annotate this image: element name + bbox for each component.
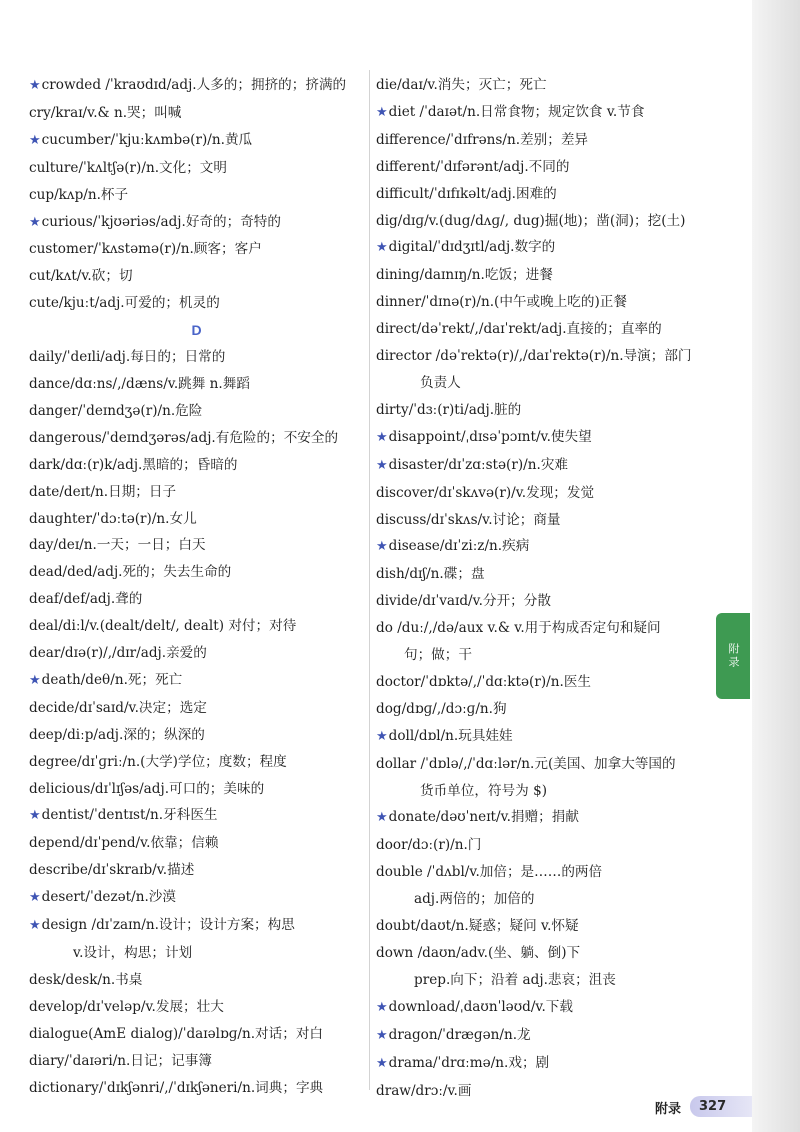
entry-text: dangerous/ˈdeɪndʒərəs/adj.有危险的；不安全的 [29, 429, 339, 446]
dictionary-entry [29, 479, 364, 506]
entry-text: customer/ˈkʌstəmə(r)/n.顾客；客户 [29, 241, 262, 258]
entry-text: dentist/ˈdentɪst/n.牙科医生 [41, 807, 218, 824]
entry-text: doubt/daʊt/n.疑惑；疑问 v.怀疑 [376, 918, 579, 935]
entry-text: deal/diːl/v.(dealt/delt/, dealt) 对付；对待 [29, 618, 297, 635]
dictionary-entry [29, 640, 364, 667]
dictionary-entry [29, 912, 364, 940]
dictionary-entry [29, 127, 364, 155]
star-icon: ★ [376, 240, 388, 256]
dictionary-entry [29, 802, 364, 830]
entry-text: cup/kʌp/n.杯子 [29, 186, 129, 203]
entry-continuation [376, 886, 711, 913]
star-icon: ★ [376, 728, 388, 744]
star-icon: ★ [376, 810, 388, 826]
entry-text: double /ˈdʌbl/v.加倍；是……的两倍 [376, 864, 603, 881]
entry-text: crowded /ˈkraʊdɪd/adj.人多的；拥挤的；挤满的 [41, 77, 347, 93]
entry-text: dead/ded/adj.死的；失去生命的 [29, 564, 232, 581]
entry-text: doll/dɒl/n.玩具娃娃 [388, 727, 513, 744]
dictionary-entry [376, 1050, 711, 1078]
entry-text: dig/dɪɡ/v.(dug/dʌɡ/, dug)掘(地)；凿(洞)；挖(土) [376, 212, 686, 229]
left-column [29, 72, 364, 1101]
page-number: 327 [690, 1096, 752, 1117]
entry-text: develop/dɪˈveləp/v.发展；壮大 [29, 998, 224, 1015]
entry-text: drama/ˈdrɑːmə/n.戏；剧 [388, 1054, 550, 1071]
entry-text: design /dɪˈzaɪn/n.设计；设计方案；构思 [41, 917, 295, 934]
entry-text: desert/ˈdezət/n.沙漠 [41, 889, 176, 906]
entry-text: difficult/ˈdɪfɪkəlt/adj.困难的 [376, 185, 557, 202]
dictionary-entry [376, 208, 711, 235]
dictionary-entry [376, 154, 711, 181]
entry-continuation [29, 940, 364, 967]
entry-text: direct/dəˈrekt/,/daɪˈrekt/adj.直接的；直率的 [376, 321, 662, 338]
entry-text: dining/daɪnɪŋ/n.吃饭；进餐 [376, 267, 553, 284]
entry-text: v.设计，构思；计划 [73, 945, 193, 961]
dictionary-entry [29, 155, 364, 182]
entry-text: delicious/dɪˈlɪʃəs/adj.可口的；美味的 [29, 780, 265, 797]
entry-text: do /duː/,/də/aux v.& v.用于构成否定句和疑问 [376, 620, 661, 637]
entry-text: 货币单位，符号为 $) [420, 782, 548, 799]
dictionary-entry [376, 289, 711, 316]
entry-text: diet /ˈdaɪət/n.日常食物；规定饮食 v.节食 [388, 103, 645, 120]
dictionary-entry [376, 234, 711, 262]
dictionary-entry [29, 425, 364, 452]
dictionary-entry [376, 480, 711, 507]
dictionary-entry [29, 722, 364, 749]
footer-section-label: 附录 [655, 1102, 682, 1117]
dictionary-entry [29, 236, 364, 263]
dictionary-entry [376, 723, 711, 751]
dictionary-entry [376, 452, 711, 480]
entry-text: 句；做；干 [404, 647, 472, 664]
entry-text: disease/dɪˈziːz/n.疾病 [388, 538, 530, 555]
dictionary-entry [376, 615, 711, 642]
entry-text: date/deɪt/n.日期；日子 [29, 483, 177, 500]
entry-text: danger/ˈdeɪndʒə(r)/n.危险 [29, 402, 203, 419]
dictionary-entry [376, 588, 711, 615]
dictionary-entry [376, 72, 711, 99]
entry-text: culture/ˈkʌltʃə(r)/n.文化；文明 [29, 159, 227, 176]
entry-continuation [376, 967, 711, 994]
entry-text: dictionary/ˈdɪkʃənri/,/ˈdɪkʃəneri/n.词典；字典 [29, 1079, 324, 1096]
entry-text: discover/dɪˈskʌvə(r)/v.发现；发觉 [376, 484, 595, 501]
dictionary-entry [376, 669, 711, 696]
entry-text: digital/ˈdɪdʒɪtl/adj.数字的 [388, 239, 556, 256]
star-icon: ★ [29, 132, 41, 148]
entry-text: donate/dəʊˈneɪt/v.捐赠；捐献 [388, 809, 579, 826]
star-icon: ★ [29, 890, 41, 906]
dictionary-entry [29, 344, 364, 371]
dictionary-entry [29, 1075, 364, 1102]
dictionary-entry [29, 857, 364, 884]
dictionary-entry [29, 290, 364, 317]
dictionary-entry [29, 506, 364, 533]
entry-text: adj.两倍的；加倍的 [414, 891, 535, 908]
dictionary-entry [29, 613, 364, 640]
dictionary-entry [29, 776, 364, 803]
dictionary-entry [376, 99, 711, 127]
entry-text: death/deθ/n.死；死亡 [41, 671, 183, 688]
entry-text: dish/dɪʃ/n.碟；盘 [376, 566, 485, 583]
dictionary-entry [29, 830, 364, 857]
dictionary-entry [29, 586, 364, 613]
right-column [376, 72, 711, 1104]
page-edge-shadow [752, 0, 800, 1132]
dictionary-entry [29, 209, 364, 237]
entry-text: diary/ˈdaɪəri/n.日记；记事簿 [29, 1052, 212, 1069]
entry-text: dirty/ˈdɜː(r)ti/adj.脏的 [376, 401, 522, 418]
dictionary-entry [376, 696, 711, 723]
star-icon: ★ [376, 457, 388, 473]
dictionary-entry [376, 859, 711, 886]
entry-text: draw/drɔː/v.画 [376, 1082, 472, 1099]
column-divider [369, 70, 370, 1090]
star-icon: ★ [376, 539, 388, 555]
star-icon: ★ [376, 1027, 388, 1043]
dictionary-entry [376, 994, 711, 1022]
dictionary-entry [376, 343, 711, 370]
entry-text: difference/ˈdɪfrəns/n.差别；差异 [376, 131, 589, 148]
entry-text: decide/dɪˈsaɪd/v.决定；选定 [29, 699, 207, 716]
entry-text: divide/dɪˈvaɪd/v.分开；分散 [376, 593, 551, 610]
entry-text: door/dɔː(r)/n.门 [376, 837, 482, 854]
entry-text: prep.向下；沿着 adj.悲哀；沮丧 [414, 971, 616, 988]
dictionary-entry [376, 316, 711, 343]
dictionary-entry [376, 262, 711, 289]
dictionary-entry [29, 749, 364, 776]
dictionary-entry [29, 100, 364, 127]
dictionary-entry [376, 751, 711, 778]
dictionary-entry [376, 913, 711, 940]
entry-text: daughter/ˈdɔːtə(r)/n.女儿 [29, 510, 197, 527]
entry-text: dance/dɑːns/,/dæns/v.跳舞 n.舞蹈 [29, 375, 250, 392]
entry-text: 负责人 [420, 374, 461, 391]
dictionary-entry [376, 1022, 711, 1050]
dictionary-entry [376, 804, 711, 832]
entry-text: dog/dɒɡ/,/dɔːɡ/n.狗 [376, 700, 507, 717]
entry-text: disappoint/ˌdɪsəˈpɔɪnt/v.使失望 [388, 428, 592, 445]
dictionary-entry [29, 398, 364, 425]
entry-text: cry/kraɪ/v.& n.哭；叫喊 [29, 104, 182, 121]
star-icon: ★ [376, 999, 388, 1015]
appendix-side-tab[interactable]: 附录 [716, 613, 750, 699]
star-icon: ★ [29, 672, 41, 688]
dictionary-entry [29, 72, 364, 100]
dictionary-entry [29, 182, 364, 209]
entry-text: dinner/ˈdɪnə(r)/n.(中午或晚上吃的)正餐 [376, 294, 627, 311]
entry-continuation [376, 642, 711, 669]
star-icon: ★ [376, 429, 388, 445]
section-letter: D [191, 322, 202, 339]
star-icon: ★ [29, 78, 41, 93]
dictionary-entry [29, 263, 364, 290]
dictionary-entry [29, 695, 364, 722]
dictionary-entry [29, 884, 364, 912]
star-icon: ★ [376, 1055, 388, 1071]
entry-text: describe/dɪˈskraɪb/v.描述 [29, 862, 195, 879]
entry-text: desk/desk/n.书桌 [29, 971, 143, 988]
dictionary-entry [376, 127, 711, 154]
dictionary-entry [29, 1021, 364, 1048]
entry-text: cute/kjuːt/adj.可爱的；机灵的 [29, 295, 220, 312]
entry-text: discuss/dɪˈskʌs/v.讨论；商量 [376, 511, 561, 528]
entry-text: cucumber/ˈkjuːkʌmbə(r)/n.黄瓜 [41, 131, 253, 148]
dictionary-entry [29, 967, 364, 994]
dictionary-entry [376, 533, 711, 561]
entry-text: disaster/dɪˈzɑːstə(r)/n.灾难 [388, 456, 569, 473]
star-icon: ★ [376, 104, 388, 120]
dictionary-entry [376, 181, 711, 208]
entry-text: depend/dɪˈpend/v.依靠；信赖 [29, 835, 219, 852]
entry-text: dark/dɑː(r)k/adj.黑暗的；昏暗的 [29, 456, 238, 473]
dictionary-entry [29, 452, 364, 479]
entry-continuation [376, 778, 711, 805]
star-icon: ★ [29, 918, 41, 934]
dictionary-entry [29, 532, 364, 559]
entry-text: director /dəˈrektə(r)/,/daɪˈrektə(r)/n.导演；部门 [376, 348, 692, 365]
entry-text: daily/ˈdeɪli/adj.每日的；日常的 [29, 349, 226, 366]
entry-text: download/ˌdaʊnˈləʊd/v.下载 [388, 998, 573, 1015]
entry-text: different/ˈdɪfərənt/adj.不同的 [376, 158, 570, 175]
star-icon: ★ [29, 214, 41, 230]
entry-text: degree/dɪˈɡriː/n.(大学)学位；度数；程度 [29, 753, 287, 770]
entry-text: curious/ˈkjʊəriəs/adj.好奇的；奇特的 [41, 213, 281, 230]
entry-text: cut/kʌt/v.砍；切 [29, 268, 133, 285]
entry-text: dear/dɪə(r)/,/dɪr/adj.亲爱的 [29, 645, 207, 662]
dictionary-entry [376, 940, 711, 967]
dictionary-entry [376, 424, 711, 452]
entry-text: die/daɪ/v.消失；灭亡；死亡 [376, 77, 547, 93]
entry-continuation [376, 370, 711, 397]
entry-text: day/deɪ/n.一天；一日；白天 [29, 537, 206, 554]
dictionary-entry [376, 561, 711, 588]
dictionary-entry [29, 667, 364, 695]
dictionary-entry [376, 397, 711, 424]
entry-text: dialogue(AmE dialog)/ˈdaɪəlɒɡ/n.对话；对白 [29, 1025, 324, 1042]
dictionary-entry [29, 1048, 364, 1075]
entry-text: deep/diːp/adj.深的；纵深的 [29, 726, 205, 743]
dictionary-entry [29, 559, 364, 586]
dictionary-entry [29, 371, 364, 398]
entry-text: dragon/ˈdræɡən/n.龙 [388, 1026, 531, 1043]
entry-text: deaf/def/adj.聋的 [29, 591, 143, 608]
dictionary-entry [29, 994, 364, 1021]
star-icon: ★ [29, 808, 41, 824]
dictionary-entry [376, 507, 711, 534]
entry-text: doctor/ˈdɒktə/,/ˈdɑːktə(r)/n.医生 [376, 673, 592, 690]
dictionary-entry [376, 832, 711, 859]
entry-text: down /daʊn/adv.(坐、躺、倒)下 [376, 945, 581, 961]
entry-text: dollar /ˈdɒlə/,/ˈdɑːlər/n.元(美国、加拿大等国的 [376, 755, 676, 772]
